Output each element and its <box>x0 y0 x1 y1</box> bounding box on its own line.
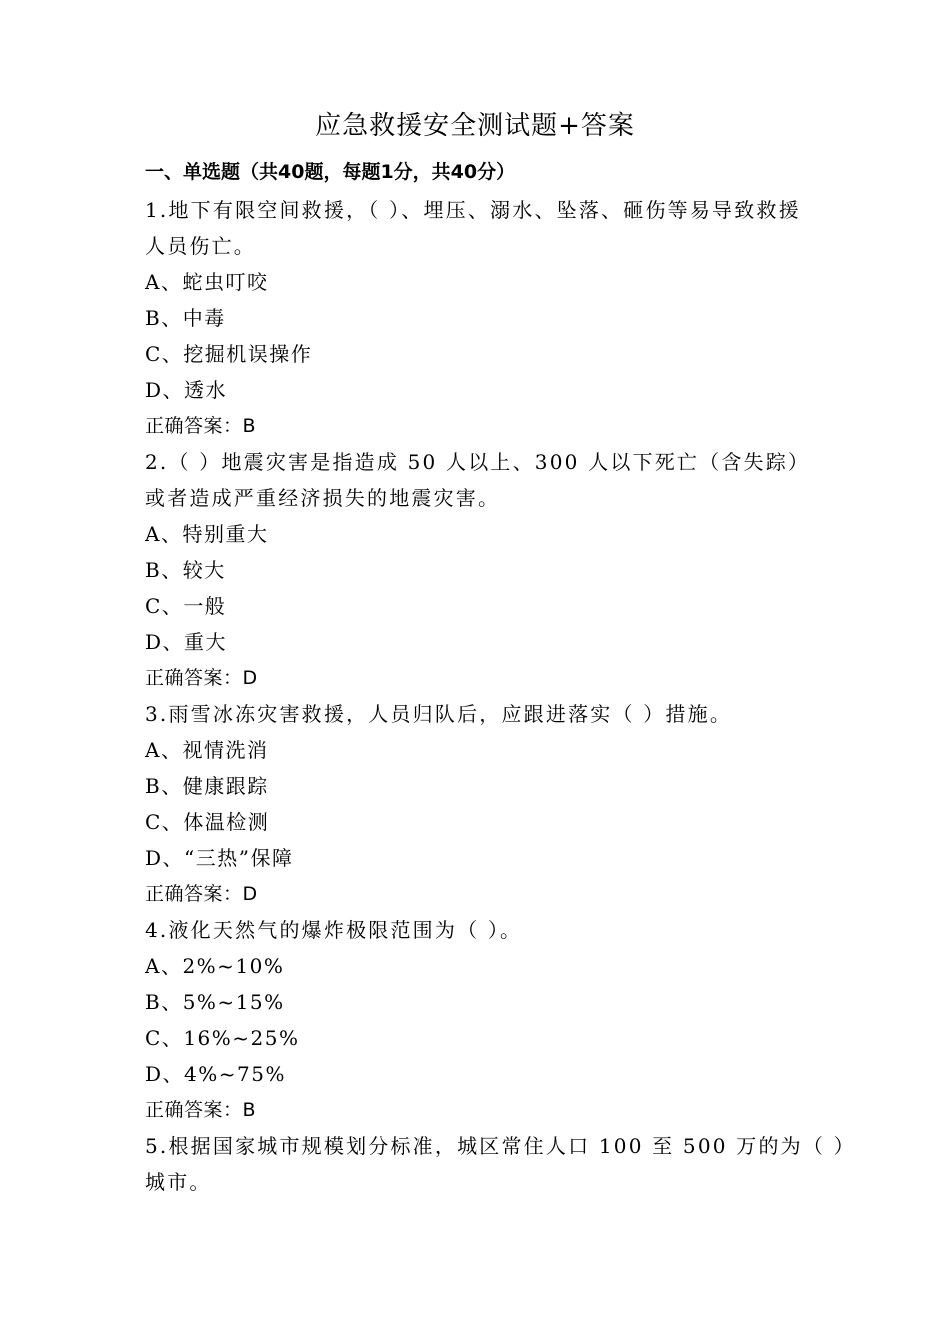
answer-label: 正确答案： <box>145 667 243 689</box>
option-a <box>145 732 810 768</box>
answer-value: D <box>242 883 258 905</box>
answer-value: B <box>242 415 257 437</box>
option-text: 健康跟踪 <box>182 774 269 798</box>
option-d <box>145 624 810 660</box>
question-stem-line: 3.雨雪冰冻灾害救援，人员归队后，应跟进落实（ ）措施。 <box>145 702 733 726</box>
option-label: A、 <box>145 270 183 294</box>
option-c <box>145 1020 810 1056</box>
option-b <box>145 552 810 588</box>
option-label: D、 <box>145 846 185 870</box>
question-list <box>145 192 856 1200</box>
option-d <box>145 1056 810 1092</box>
answer-label: 正确答案： <box>145 1099 243 1121</box>
option-b <box>145 984 810 1020</box>
option-label: B、 <box>145 306 183 330</box>
option-label: D、 <box>145 630 185 654</box>
answer-label: 正确答案： <box>145 415 243 437</box>
question-stem-line: 5.根据国家城市规模划分标准，城区常住人口 100 至 500 万的为（ ） <box>145 1134 856 1158</box>
answer-label: 正确答案： <box>145 883 243 905</box>
question-stem-line: 4.液化天然气的爆炸极限范围为（ ）。 <box>145 918 523 942</box>
section-heading: 一、单选题（共40题，每题1分，共40分） <box>145 161 516 183</box>
question-1 <box>145 192 810 444</box>
option-label: A、 <box>145 954 183 978</box>
option-c <box>145 336 810 372</box>
option-c <box>145 804 810 840</box>
option-text: 4%~75% <box>184 1062 286 1086</box>
document-title: 应急救援安全测试题+答案 <box>315 111 635 141</box>
option-text: 较大 <box>182 558 226 582</box>
option-label: D、 <box>145 1062 185 1086</box>
option-text: 一般 <box>183 594 227 618</box>
answer-value: D <box>242 667 258 689</box>
option-label: D、 <box>145 378 185 402</box>
option-text: 体温检测 <box>183 810 270 834</box>
answer-value: B <box>242 1099 257 1121</box>
option-label: B、 <box>145 558 183 582</box>
option-label: A、 <box>145 738 183 762</box>
answer-line <box>145 1092 810 1128</box>
option-text: 中毒 <box>182 306 226 330</box>
answer-line <box>145 876 810 912</box>
option-a <box>145 264 810 300</box>
option-label: B、 <box>145 774 183 798</box>
option-label: C、 <box>145 810 184 834</box>
option-text: 特别重大 <box>182 522 269 546</box>
option-label: C、 <box>145 342 184 366</box>
question-5 <box>145 1128 856 1200</box>
option-text: 挖掘机误操作 <box>183 342 313 366</box>
option-text: “三热”保障 <box>184 846 294 870</box>
question-stem-line: 城市。 <box>145 1170 212 1194</box>
option-label: C、 <box>145 594 184 618</box>
question-3 <box>145 696 810 912</box>
option-text: 蛇虫叮咬 <box>182 270 269 294</box>
option-c <box>145 588 810 624</box>
option-label: C、 <box>145 1026 184 1050</box>
option-text: 16%~25% <box>183 1026 300 1050</box>
option-b <box>145 768 810 804</box>
question-stem-line: 人员伤亡。 <box>145 234 256 258</box>
option-text: 5%~15% <box>182 990 285 1014</box>
option-label: B、 <box>145 990 183 1014</box>
option-text: 视情洗消 <box>182 738 269 762</box>
question-stem-line: 2.（ ）地震灾害是指造成 50 人以上、300 人以下死亡（含失踪） <box>145 450 811 474</box>
answer-line <box>145 660 810 696</box>
option-b <box>145 300 810 336</box>
question-4 <box>145 912 810 1128</box>
question-stem-line: 1.地下有限空间救援，（ ）、埋压、溺水、坠落、砸伤等易导致救援 <box>145 198 801 222</box>
option-d <box>145 372 810 408</box>
answer-line <box>145 408 810 444</box>
option-text: 重大 <box>184 630 228 654</box>
option-text: 2%~10% <box>182 954 285 978</box>
question-stem-line: 或者造成严重经济损失的地震灾害。 <box>145 486 501 510</box>
option-a <box>145 516 810 552</box>
option-a <box>145 948 810 984</box>
question-2 <box>145 444 810 696</box>
option-d <box>145 840 810 876</box>
option-text: 透水 <box>184 378 228 402</box>
option-label: A、 <box>145 522 183 546</box>
